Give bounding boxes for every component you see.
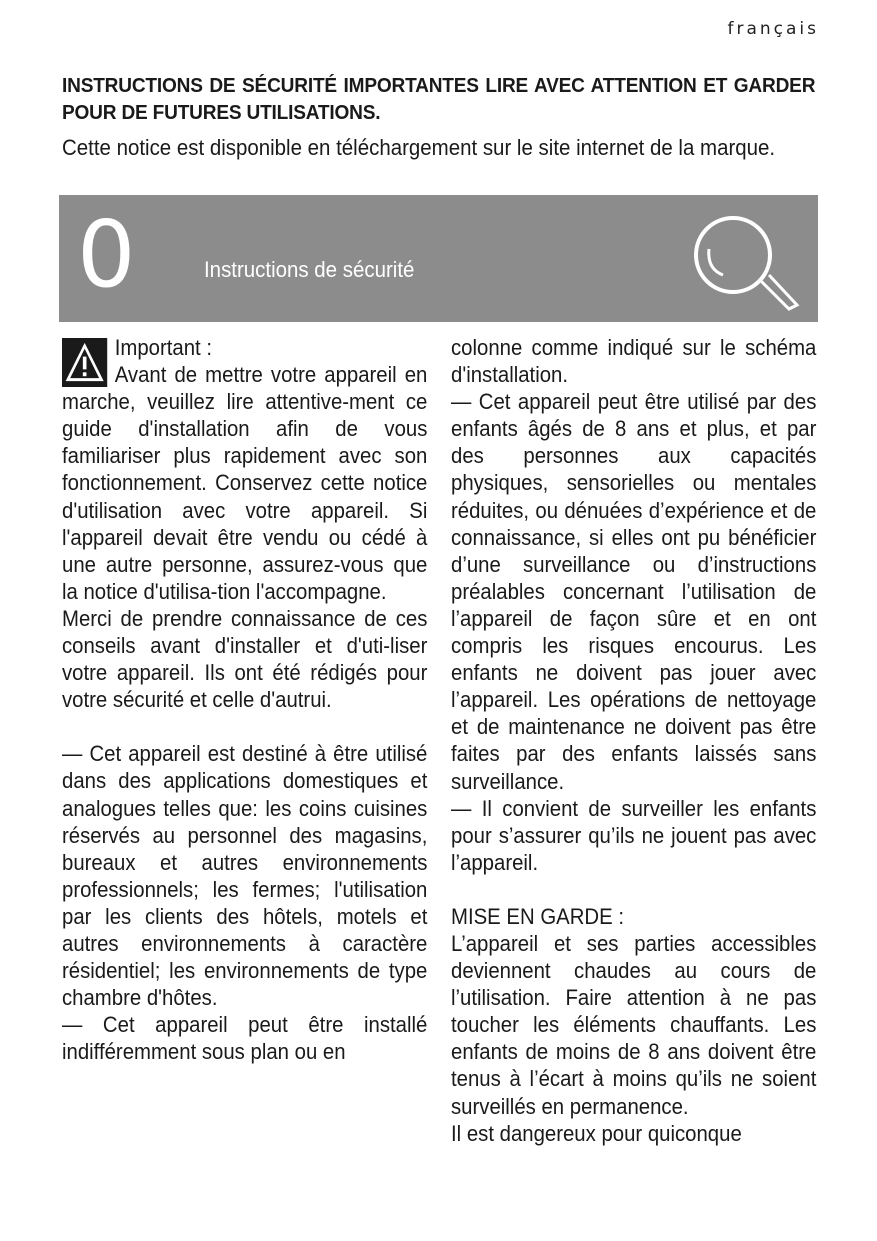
section-title: Instructions de sécurité — [204, 257, 415, 282]
section-banner — [59, 195, 818, 322]
left-paragraph-4: — Cet appareil peut être installé indifféremment sous plan ou en — [62, 1012, 428, 1065]
page-title: INSTRUCTIONS DE SÉCURITÉ IMPORTANTES LIRE AVEC ATTENTION ET GARDER POUR DE FUTURES UTILISATIONS. — [62, 74, 816, 124]
left-paragraph-1: Avant de mettre votre appareil en marche, veuillez lire attentive-ment ce guide d'installation afin de vous familiariser plus rapidement avec son fonctionnement. Conservez cette notice d'utilisation avec votre appareil. Si l'appareil devait être vendu ou cédé à une autre personne, assurez-vous que la notice d'utilisa-tion l'accompagne. — [62, 362, 428, 604]
right-column — [451, 334, 843, 1147]
important-label: Important : — [114, 335, 212, 360]
warning-triangle-icon — [62, 338, 107, 387]
left-paragraph-2: Merci de prendre connaissance de ces conseils avant d'installer et d'uti-liser votre appareil. Ils ont été rédigés pour votre sécurité et celle d'autrui. — [62, 605, 428, 713]
right-paragraph-5: Il est dangereux pour quiconque — [451, 1120, 742, 1146]
right-paragraph-1: colonne comme indiqué sur le schéma d'installation. — [451, 335, 817, 388]
right-paragraph-3: — Il convient de surveiller les enfants pour s’assurer qu’ils ne jouent pas avec l’appareil. — [451, 795, 817, 875]
right-paragraph-4: L’appareil et ses parties accessibles deviennent chaudes au cours de l’utilisation. Faire attention à ne pas toucher les éléments chauffants. Les enfants de moins de 8 ans doivent être tenus à l’écart à moins qu’ils ne soient surveillés en permanence. — [451, 930, 817, 1119]
left-column — [62, 334, 454, 1065]
intro-text: Cette notice est disponible en téléchargement sur le site internet de la marque. — [62, 135, 776, 160]
warning-heading: MISE EN GARDE : — [451, 903, 625, 929]
left-paragraph-3: — Cet appareil est destiné à être utilisé dans des applications domestiques et analogues telles que: les coins cuisines réservés au personnel des magasins, bureaux et autres environnements professionnels; les fermes; l'utilisation par les clients des hôtels, motels et autres environnements à caractère résidentiel; les environnements de type chambre d'hôtes. — [62, 741, 428, 1011]
section-number: 0 — [77, 201, 136, 308]
magnifier-icon — [687, 213, 805, 313]
right-paragraph-2: — Cet appareil peut être utilisé par des enfants âgés de 8 ans et plus, et par des personnes aux capacités physiques, sensorielles ou mentales réduites, ou dénuées d’expérience et de connaissance, si elles ont pu bénéficier d’une surveillance ou d’instructions préalables concernant l’utilisation de l’appareil de façon sûre et en ont compris les risques encourus. Les enfants ne doivent pas jouer avec l’appareil. Les opérations de nettoyage et de maintenance ne doivent pas être faites par des enfants laissés sans surveillance. — [451, 389, 817, 794]
language-label: français — [727, 19, 819, 39]
